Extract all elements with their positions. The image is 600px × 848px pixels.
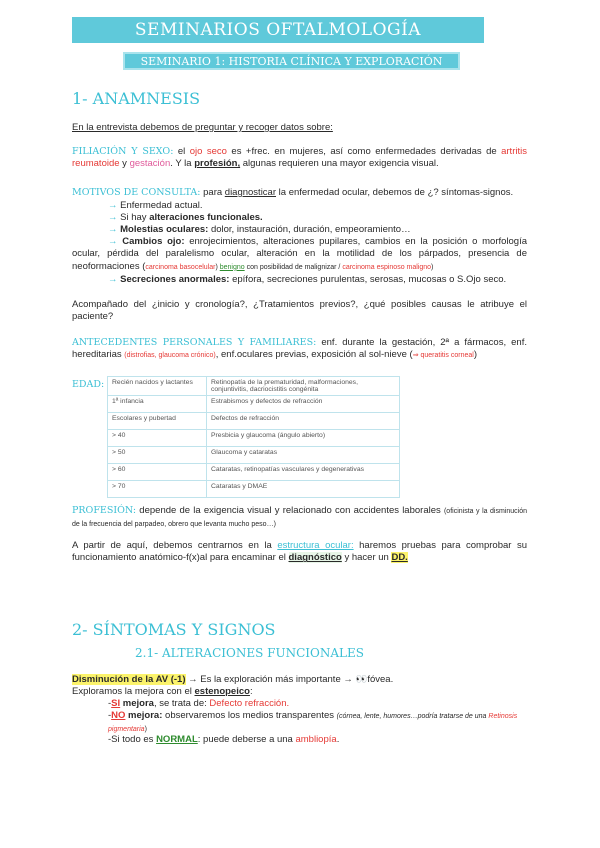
age-cell: > 50 <box>108 447 207 464</box>
arrow-icon: → <box>108 212 118 223</box>
arrow-icon: → <box>108 200 118 211</box>
age-cell: 1ª infancia <box>108 396 207 413</box>
condition-cell: Estrabismos y defectos de refracción <box>207 396 400 413</box>
motivos-item-3: → Molestias oculares: dolor, instauración, duración, empeoramiento… <box>108 224 411 235</box>
age-cell: Recién nacidos y lactantes <box>108 377 207 396</box>
apartir-paragraph: A partir de aquí, debemos centrarnos en la estructura ocular: haremos pruebas para comprobar su funcionamiento anatómico-f(x)al para encaminar el diagnóstico y hacer un DD. <box>72 540 527 564</box>
condition-cell: Cataratas y DMAE <box>207 481 400 498</box>
condition-cell: Presbicia y glaucoma (ángulo abierto) <box>207 430 400 447</box>
condition-cell: Defectos de refracción <box>207 413 400 430</box>
filiacion-paragraph: FILIACIÓN Y SEXO: el ojo seco es +frec. en mujeres, así como enfermedades derivadas de artritis reumatoide y gestación. Y la profesión, algunas requieren una mayor exigencia visual. <box>72 146 527 170</box>
motivos-item-2: → Si hay alteraciones funcionales. <box>108 212 263 223</box>
motivos-label: MOTIVOS DE CONSULTA: <box>72 187 201 198</box>
condition-cell: Cataratas, retinopatías vasculares y degenerativas <box>207 464 400 481</box>
age-cell: > 60 <box>108 464 207 481</box>
table-row <box>108 396 400 413</box>
motivos-paragraph: MOTIVOS DE CONSULTA: para diagnosticar la enfermedad ocular, debemos de ¿? síntomas-signos. <box>72 187 514 198</box>
edad-table <box>107 376 400 498</box>
edad-label: EDAD: <box>72 379 105 390</box>
arrow-icon: → <box>108 224 118 235</box>
motivos-item-5: → Secreciones anormales: epífora, secreciones purulentas, serosas, mucosas o S.Ojo seco. <box>108 274 507 285</box>
table-row <box>108 447 400 464</box>
filiacion-label: FILIACIÓN Y SEXO: <box>72 146 174 157</box>
table-row <box>108 377 400 396</box>
condition-cell: Glaucoma y cataratas <box>207 447 400 464</box>
section-heading-anamnesis: 1- ANAMNESIS <box>72 89 201 108</box>
age-cell: > 70 <box>108 481 207 498</box>
antecedentes-label: ANTECEDENTES PERSONALES Y FAMILIARES: <box>72 337 317 348</box>
document-subtitle: SEMINARIO 1: HISTORIA CLÍNICA Y EXPLORACIÓN VISUAL <box>123 52 460 70</box>
section-heading-sintomas: 2- SÍNTOMAS Y SIGNOS <box>72 620 276 639</box>
document-title: SEMINARIOS OFTALMOLOGÍA <box>72 17 484 43</box>
av-line: Disminución de la AV (-1) → Es la exploración más importante → 👀fóvea. <box>72 674 394 685</box>
motivos-item-1: → Enfermedad actual. <box>108 200 203 211</box>
table-row <box>108 481 400 498</box>
age-cell: Escolares y pubertad <box>108 413 207 430</box>
profesion-label: PROFESIÓN: <box>72 505 137 516</box>
profesion-paragraph: PROFESIÓN: depende de la exigencia visual y relacionado con accidentes laborales (oficinista y la disminución de la frecuencia del parpadeo, obrero que levanta mucho peso…) <box>72 505 527 529</box>
table-row <box>108 464 400 481</box>
estenopeico-line: Exploramos la mejora con el estenopeico: <box>72 686 253 697</box>
acompanado-paragraph: Acompañado del ¿inicio y cronología?, ¿Tratamientos previos?, ¿qué posibles causas le atribuye el paciente? <box>72 299 527 323</box>
intro-text: En la entrevista debemos de preguntar y recoger datos sobre: <box>72 122 333 133</box>
arrow-icon: → <box>108 236 118 247</box>
subsection-heading-alteraciones: 2.1- ALTERACIONES FUNCIONALES <box>135 646 364 660</box>
age-cell: > 40 <box>108 430 207 447</box>
normal-line: -Si todo es NORMAL: puede deberse a una ambliopía. <box>108 734 340 745</box>
arrow-icon: → <box>108 274 118 285</box>
condition-cell: Retinopatía de la prematuridad, malformaciones, conjuntivitis, dacriocistitis congénita <box>207 377 400 396</box>
antecedentes-paragraph: ANTECEDENTES PERSONALES Y FAMILIARES: enf. durante la gestación, 2ª a fármacos, enf. hereditarias (distrofias, glaucoma crónico), enf.oculares previas, exposición al sol-nieve (⇒ queratitis corneal) <box>72 337 527 361</box>
motivos-item-4: → Cambios ojo: enrojecimientos, alteraciones pupilares, cambios en la posición o morfología ocular, pérdida del paralelismo ocular, alteración en la motilidad de los párpados, presencia de neoformaciones (carcinoma basocelular) benigno con posibilidad de malignizar / carcinoma espinoso maligno) <box>72 236 528 272</box>
no-mejora-line: -NO mejora: observaremos los medios transparentes (córnea, lente, humores…podría tratarse de una Retinosis pigmentaria) <box>108 710 518 734</box>
si-mejora-line: -SI mejora, se trata de: Defecto refracción. <box>108 698 290 709</box>
table-row <box>108 430 400 447</box>
table-row <box>108 413 400 430</box>
